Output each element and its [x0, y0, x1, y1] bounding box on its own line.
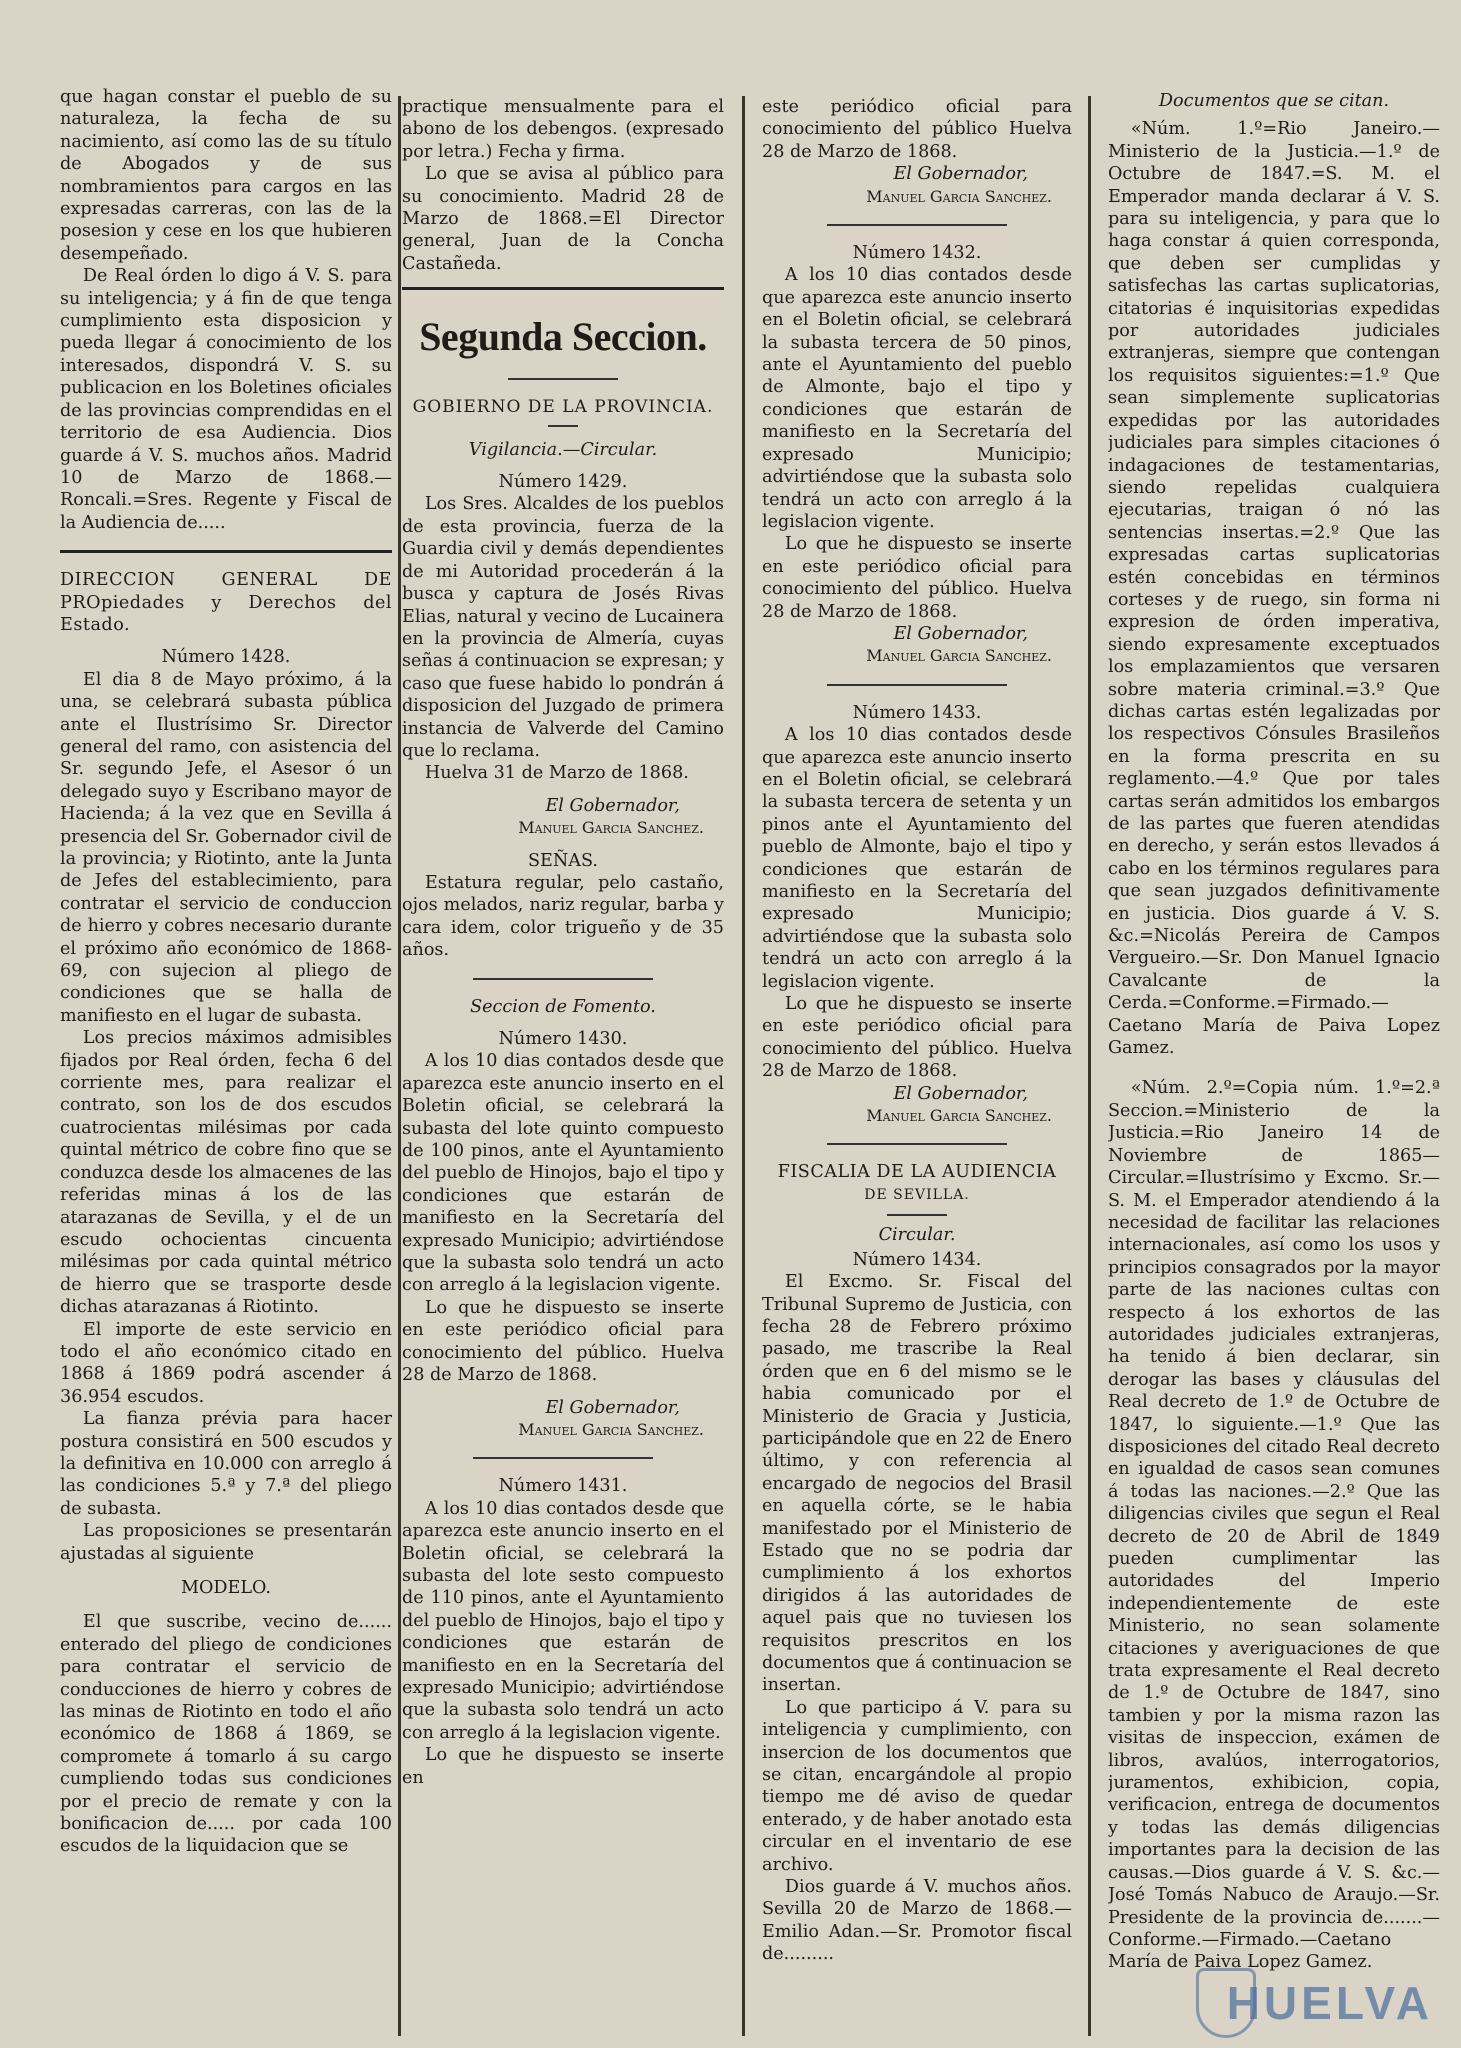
signature-title: El Gobernador,: [893, 164, 1028, 185]
signature-name: Manuel Garcia Sanchez.: [518, 1419, 704, 1439]
paragraph: Los Sres. Alcaldes de los pueblos de esta provincia, fuerza de la Guardia civil y demás dependientes de mi Autoridad procederán á la busca y captura de Josés Rivas Elias, natural y vecino de Lucainera en la provincia de Almería, cuyas señas á continuacion se expresan; y caso que fuese habido lo pondrán á disposicion del Juzgado de primera instancia de Valverde del Camino que lo reclama.: [402, 494, 724, 761]
section-heading: Documentos que se citan.: [1158, 91, 1390, 111]
signature-title: El Gobernador,: [545, 1397, 680, 1418]
divider: [473, 1457, 653, 1459]
paragraph: El que suscribe, vecino de...... enterado del pliego de condiciones para contratar el servicio de conducciones de hierro y cobres de las minas de Riotinto en todo el año económico de 1868 á 1869, se compromete á tomarlo á su cargo cumpliendo todas sus condiciones por el precio de remate y con la bonificacion de..... por cada 100 escudos de la liquidacion que se: [60, 1612, 392, 1857]
column-4: [1108, 90, 1440, 2040]
divider: [548, 425, 578, 427]
notice-number: Número 1430.: [498, 1029, 628, 1049]
divider: [60, 550, 392, 553]
column-3: [762, 96, 1072, 2046]
section-subheading: DE SEVILLA.: [864, 1186, 970, 1203]
divider: [827, 1143, 1007, 1145]
column-rule: [398, 96, 401, 2036]
divider: [887, 1214, 947, 1216]
column-2: [402, 96, 724, 2046]
signature-name: Manuel Garcia Sanchez.: [518, 818, 704, 838]
paragraph: De Real órden lo digo á V. S. para su inteligencia; y á fin de que tenga cumplimiento esta disposicion y pueda llegar á conocimiento de los interesados, dispondrá V. S. su publicacion en los Boletines oficiales de las provincias comprendidas en el territorio de esa Audiencia. Dios guarde á V. S. muchos años. Madrid 10 de Marzo de 1868.—Roncali.=Sres. Regente y Fiscal de la Audiencia de.....: [60, 266, 392, 533]
paragraph: El dia 8 de Mayo próximo, á la una, se celebrará subasta pública ante el Ilustrísimo Sr. Director general del ramo, con asistencia del Sr. segundo Jefe, el Asesor ó un delegado suyo y Escribano mayor de Hacienda; á la vez que en Sevilla á presencia del Sr. Gobernador civil de la provincia; y Riotinto, ante la Junta de Jefes del establecimiento, para contratar el servicio de conduccion de hierro y cobres necesario durante el próximo año económico de 1868-69, con sujecion al pliego de condiciones que se halla de manifiesto en el lugar de subasta.: [60, 669, 392, 1026]
notice-number: Número 1434.: [852, 1249, 982, 1270]
watermark: HUELVA: [1226, 1977, 1433, 2029]
paragraph: Lo que participo á V. para su inteligencia y cumplimiento, con insercion de los documentos que se citan, encargándole al propio tiempo me dé aviso de quedar enterado, y de haber anotado esta circular en el inventario de ese archivo.: [762, 1697, 1072, 1875]
paragraph: Dios guarde á V. muchos años. Sevilla 20 de Marzo de 1868.—Emilio Adan.—Sr. Promotor fiscal de.........: [762, 1877, 1072, 1965]
divider: [827, 224, 1007, 226]
model-heading: MODELO.: [180, 1578, 272, 1598]
paragraph: Las proposiciones se presentarán ajustadas al siguiente: [60, 1521, 392, 1564]
paragraph: Los precios máximos admisibles fijados por Real órden, fecha 6 del corriente mes, para realizar el contrato, son los de dos escudos cuatrocientas milésimas por cada quintal métrico de cobre fino que se conduzca desde los almacenes de las referidas minas á los de las atarazanas de Sevilla, y el de un escudo ochocientas cincuenta milésimas por cada quintal métrico de hierro que se trasporte desde dichas atarazanas á Riotinto.: [60, 1028, 392, 1318]
paragraph: El Excmo. Sr. Fiscal del Tribunal Supremo de Justicia, con fecha 28 de Febrero próximo pasado, me trascribe la Real órden que en 6 del mismo se le habia comunicado por el Ministerio de Gracia y Justicia, participándole que en 22 de Enero último, y con referencia al encargado de negocios del Brasil en aquella córte, se le habia manifestado por el Ministerio de Estado que no se podria dar cumplimiento á los exhortos dirigidos á las autoridades de aquel pais que no tuviesen los requisitos prescritos en los documentos que á continuacion se insertan.: [762, 1272, 1072, 1696]
subsection-heading: Seccion de Fomento.: [470, 996, 656, 1017]
paragraph: Lo que he dispuesto se inserte en: [402, 1745, 724, 1788]
paragraph: Estatura regular, pelo castaño, ojos melados, nariz regular, barba y cara idem, color trigueño y de 35 años.: [402, 872, 724, 961]
paragraph: A los 10 dias contados desde que aparezca este anuncio inserto en el Boletin oficial, se celebrará la subasta del lote quinto compuesto de 100 pinos, ante el Ayuntamiento del pueblo de Hinojos, bajo el tipo y condiciones que estarán de manifiesto en la Secretaría del expresado Municipio; advirtiéndose que la subasta solo tendrá un acto con arreglo á la legislacion vigente.: [402, 1051, 724, 1296]
paragraph: «Núm. 2.º=Copia núm. 1.º=2.ª Seccion.=Ministerio de la Justicia.=Rio Janeiro 14 de Noviembre de 1865—Circular.=Ilustrísimo y Excmo. Sr.—S. M. el Emperador atendiendo á la necesidad de facilitar las relaciones internacionales, así como los usos y principios consagrados por la mayor parte de las naciones cultas con respecto á los exhortos de las autoridades judiciales extranjeras, ha tenido á bien declarar, sin derogar las bases y cláusulas del Real decreto de 1.º de Octubre de 1847, lo siguiente.—1.º Que las disposiciones del citado Real decreto en igualdad de casos sean comunes á todas las naciones.—2.º Que las diligencias civiles que segun el Real decreto de 20 de Abril de 1849 pueden cumplimentar las autoridades del Imperio independientemente de este Ministerio, no sean solamente citaciones y averiguaciones de que trata expresamente el Real decreto de 1.º de Octubre de 1847, sino tambien y por la misma razon las visitas de inspeccion, exámen de libros, avalúos, interrogatorios, juramentos, exhibicion, copia, verificacion, entrega de documentos y todas las demás diligencias importantes para la decision de las causas.—Dios guarde á V. S. &c.—José Tomás Nabuco de Araujo.—Sr. Presidente de la provincia de.......—Conforme.—Firmado.—Caetano María de Paiva Lopez Gamez.: [1108, 1078, 1440, 1973]
divider: [402, 287, 724, 290]
paragraph: este periódico oficial para conocimiento del público Huelva 28 de Marzo de 1868.: [762, 97, 1072, 162]
notice-number: Número 1431.: [498, 1476, 628, 1497]
signature-title: El Gobernador,: [545, 795, 680, 816]
divider: [473, 978, 653, 980]
paragraph: practique mensualmente para el abono de los debengos. (expresado por letra.) Fecha y firma.: [402, 97, 724, 162]
signature-name: Manuel Garcia Sanchez.: [866, 646, 1052, 666]
date: Huelva 31 de Marzo de 1868.: [424, 763, 689, 784]
section-title: Segunda Seccion.: [419, 314, 707, 360]
section-heading: FISCALIA DE LA AUDIENCIA: [777, 1162, 1057, 1183]
column-rule: [742, 96, 745, 2036]
department-heading: GOBIERNO DE LA PROVINCIA.: [412, 397, 714, 418]
paragraph: Lo que he dispuesto se inserte en este periódico oficial para conocimiento del público. Huelva 28 de Marzo de 1868.: [762, 994, 1072, 1082]
paragraph: El importe de este servicio en todo el año económico citado en 1868 á 1869 podrá ascender á 36.954 escudos.: [60, 1319, 392, 1407]
notice-number: Número 1432.: [852, 243, 982, 264]
paragraph: A los 10 dias contados desde que aparezca este anuncio inserto en el Boletin oficial, se celebrará la subasta del lote sesto compuesto de 110 pinos, ante el Ayuntamiento del pueblo de Hinojos, bajo el tipo y condiciones que estarán de manifiesto en en la Secretaría del expresado Municipio; advirtiéndose que la subasta solo tendrá un acto con arreglo á la legislacion vigente.: [402, 1498, 724, 1743]
paragraph: A los 10 dias contados desde que aparezca este anuncio inserto en el Boletin oficial, se celebrará la subasta tercera de 50 pinos, ante el Ayuntamiento del pueblo de Almonte, bajo el tipo y condiciones que estarán de manifiesto en la Secretaría del expresado Municipio; advirtiéndose que la subasta solo tendrá un acto con arreglo á la legislacion vigente.: [762, 265, 1072, 532]
paragraph: «Núm. 1.º=Rio Janeiro.—Ministerio de la Justicia.—1.º de Octubre de 1847.=S. M. el Emperador manda declarar á V. S. para su inteligencia, y para que lo haga constar á quien corresponda, que deben ser cumplidas y satisfechas las cartas suplicatorias, citatorias é inquisitorias expedidas por autoridades judiciales extranjeras, siempre que contengan los requisitos siguientes:=1.º Que sean simplemente suplicatorias expedidas por las autoridades judiciales para simples citaciones ó indagaciones de testamentarias, siendo repelidas cualquiera ejecutarias, traigan ó nó las sentencias insertas.=2.º Que las expresadas cartas suplicatorias estén concebidas en términos corteses y de ruego, sin forma ni expresion de órden imperativa, siendo expresamente exceptuados los emplazamientos que versaren sobre materia criminal.=3.º Que dichas cartas estén legalizadas por los respectivos Cónsules Brasileños en la forma prescrita en su reglamento.—4.º Que por tales cartas serán admitidos los embargos de las partes que fueren atendidas en derecho, y serán estos llevados á cabo en los términos regulares para que sean juzgados definitivamente en justicia. Dios guarde á V. S. &c.=Nicolás Pereira de Campos Vergueiro.—Sr. Don Manuel Ignacio Cavalcante de la Cerda.=Conforme.=Firmado.—Caetano María de Paiva Lopez Gamez.: [1108, 119, 1440, 1059]
subsection-heading: Circular.: [878, 1225, 956, 1246]
column-rule: [1088, 96, 1091, 2036]
signature-name: Manuel Garcia Sanchez.: [866, 186, 1052, 206]
divider: [508, 378, 618, 380]
paragraph: A los 10 dias contados desde que aparezca este anuncio inserto en el Boletin oficial, se celebrará la subasta tercera de setenta y un pinos ante el Ayuntamiento del pueblo de Almonte, bajo el tipo y condiciones que estarán de manifiesto en la Secretaría del expresado Municipio; advirtiéndose que la subasta solo tendrá un acto con arreglo á la legislacion vigente.: [762, 725, 1072, 992]
section-heading: DIRECCION GENERAL DE PROpiedades y Derechos del Estado.: [60, 570, 392, 635]
signature-title: El Gobernador,: [893, 623, 1028, 644]
paragraph: Lo que he dispuesto se inserte en este periódico oficial para conocimiento del público. Huelva 28 de Marzo de 1868.: [402, 1297, 724, 1386]
subheading: SEÑAS.: [527, 850, 598, 871]
column-1: [60, 86, 392, 2036]
divider: [827, 684, 1007, 686]
paragraph: que hagan constar el pueblo de su naturaleza, la fecha de su nacimiento, así como las de su título de Abogados y de sus nombramientos para cargos en las expresadas carreras, con las de la posesion y cese en los que hubieren desempeñado.: [60, 87, 392, 264]
paragraph: Lo que se avisa al público para su conocimiento. Madrid 28 de Marzo de 1868.=El Director general, Juan de la Concha Castañeda.: [402, 164, 724, 274]
notice-number: Número 1429.: [498, 472, 628, 493]
signature-name: Manuel Garcia Sanchez.: [866, 1106, 1052, 1126]
paragraph: La fianza prévia para hacer postura consistirá en 500 escudos y la definitiva en 10.000 con arreglo á las condiciones 5.ª y 7.ª del pliego de subasta.: [60, 1409, 392, 1519]
subsection-heading: Vigilancia.—Circular.: [468, 439, 658, 460]
notice-number: Número 1433.: [852, 702, 982, 723]
paragraph: Lo que he dispuesto se inserte en este periódico oficial para conocimiento del público. Huelva 28 de Marzo de 1868.: [762, 534, 1072, 622]
notice-number: Número 1428.: [161, 647, 291, 668]
signature-title: El Gobernador,: [893, 1083, 1028, 1104]
